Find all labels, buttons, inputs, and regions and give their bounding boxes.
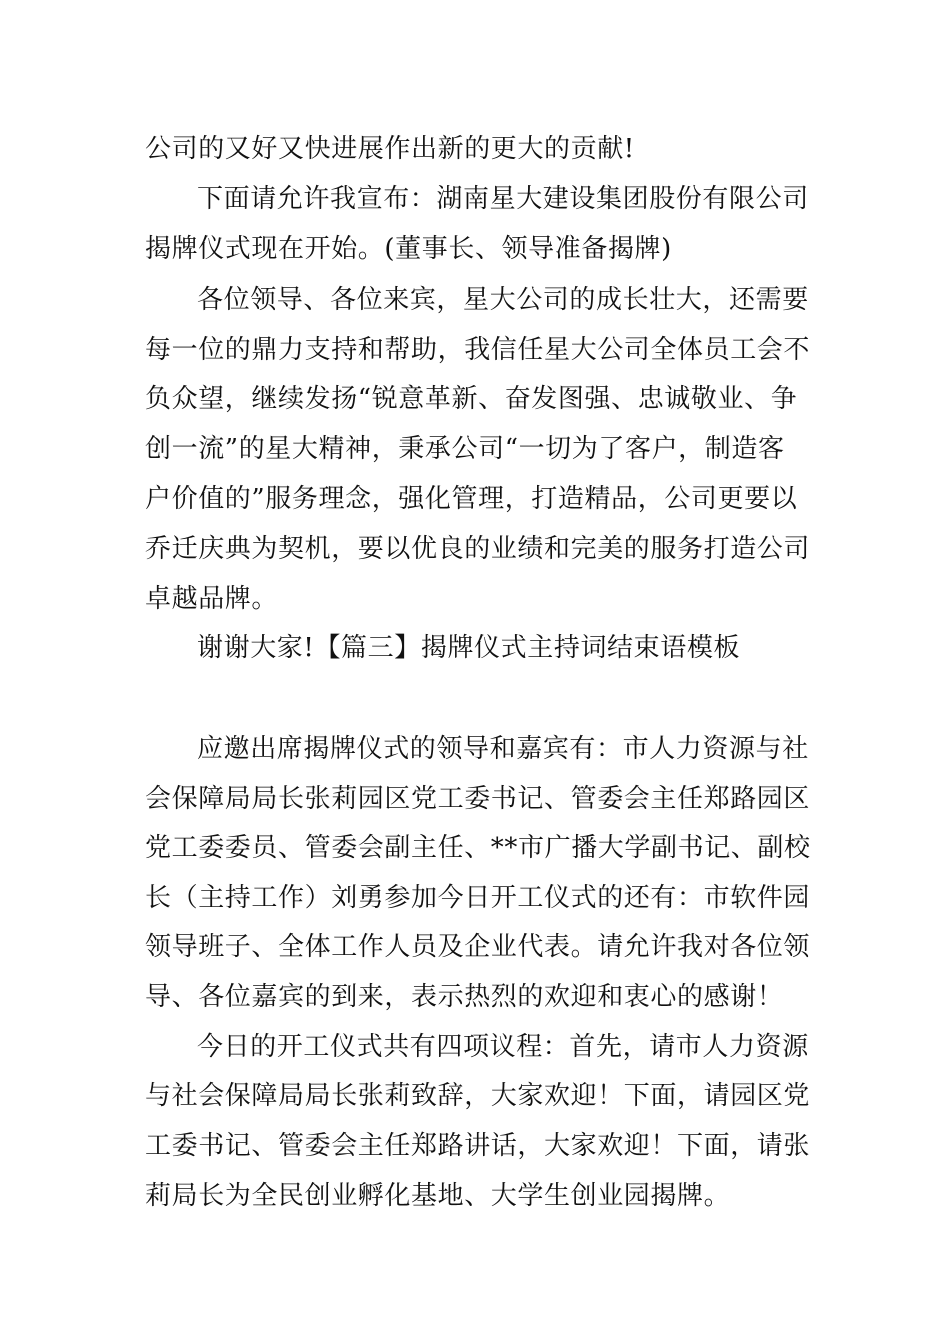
text-line: 今日的开工仪式共有四项议程：首先，请市人力资源: [197, 1032, 809, 1062]
text-line: 领导班子、全体工作人员及企业代表。请允许我对各位领: [145, 932, 811, 962]
text-line: 乔迁庆典为契机，要以优良的业绩和完美的服务打造公司: [145, 534, 811, 564]
text-line: 公司的又好又快进展作出新的更大的贡献!: [145, 134, 635, 164]
text-line: 党工委委员、管委会副主任、**市广播大学副书记、副校: [145, 833, 811, 863]
text-line: 卓越品牌。: [145, 584, 279, 614]
text-line: 导、各位嘉宾的到来，表示热烈的欢迎和衷心的感谢！: [145, 982, 784, 1012]
text-line: 下面请允许我宣布：湖南星大建设集团股份有限公司: [197, 184, 809, 214]
text-line: 与社会保障局局长张莉致辞，大家欢迎！下面，请园区党: [145, 1081, 811, 1111]
text-line: 莉局长为全民创业孵化基地、大学生创业园揭牌。: [145, 1181, 731, 1211]
text-line: 应邀出席揭牌仪式的领导和嘉宾有：市人力资源与社: [197, 734, 809, 764]
text-line: 创一流”的星大精神，秉承公司“一切为了客户，制造客: [145, 434, 785, 464]
text-line: 长（主持工作）刘勇参加今日开工仪式的还有：市软件园: [145, 883, 811, 913]
text-line: 工委书记、管委会主任郑路讲话，大家欢迎！下面，请张: [145, 1131, 811, 1161]
text-line: 负众望，继续发扬“锐意革新、奋发图强、忠诚敬业、争: [145, 384, 798, 414]
text-line: 各位领导、各位来宾，星大公司的成长壮大，还需要: [197, 285, 809, 315]
text-line: 户价值的”服务理念，强化管理，打造精品，公司更要以: [145, 484, 798, 514]
text-line: 揭牌仪式现在开始。(董事长、领导准备揭牌): [145, 234, 672, 264]
text-line: 会保障局局长张莉园区党工委书记、管委会主任郑路园区: [145, 784, 811, 814]
text-line: 谢谢大家!【篇三】揭牌仪式主持词结束语模板: [197, 633, 741, 663]
text-line: 每一位的鼎力支持和帮助，我信任星大公司全体员工会不: [145, 335, 811, 365]
